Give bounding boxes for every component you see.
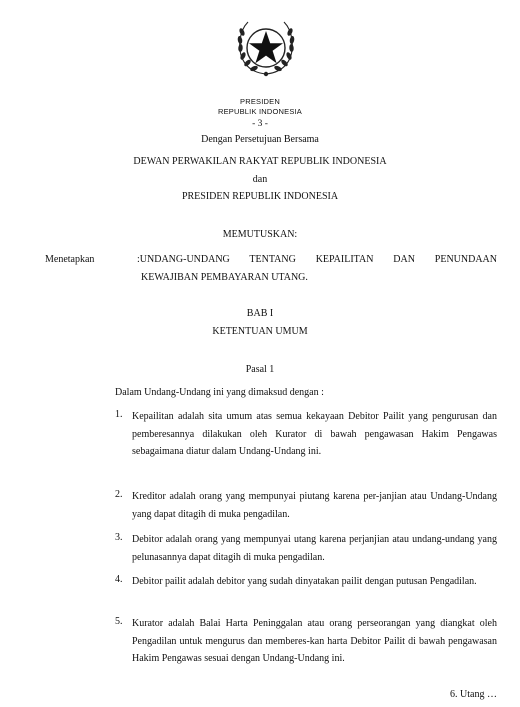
president-line: PRESIDEN REPUBLIK INDONESIA [181,191,339,202]
header-republic: REPUBLIK INDONESIA [217,107,303,116]
list-item-text: Kepailitan adalah sita umum atas semua kekayaan Debitor Pailit yang pengurusan dan pemberesannya dilakukan oleh Kurator di bawah pengawasan Hakim Pengawas sebagaimana diatur dalam Undang-Undang ini. [132,411,497,458]
list-item-number: 4. [115,574,123,585]
continuation-marker: 6. Utang … [450,689,497,700]
list-item-text: Debitor pailit adalah debitor yang sudah dinyatakan pailit dengan putusan Pengadilan. [132,576,477,587]
chapter-title: BAB I [246,308,274,319]
decision-text-line1: :UNDANG-UNDANG TENTANG KEPAILITAN DAN PENUNDAAN [137,254,497,265]
article-title: Pasal 1 [245,364,275,375]
list-item-number: 3. [115,532,123,543]
decision-heading: MEMUTUSKAN: [222,229,298,240]
conjunction: dan [252,174,268,185]
header-president: PRESIDEN [240,97,280,106]
page-number: - 3 - [252,119,268,129]
list-item-number: 1. [115,409,123,420]
approval-line: Dengan Persetujuan Bersama [201,134,319,145]
article-intro: Dalam Undang-Undang ini yang dimaksud dengan : [115,387,324,398]
decision-text-line2: KEWAJIBAN PEMBAYARAN UTANG. [141,272,308,283]
list-item-text: Kurator adalah Balai Harta Peninggalan atau orang perseorangan yang diangkat oleh Pengadilan untuk mengurus dan memberes-kan harta Debitor Pailit di bawah pengawasan Hakim Pengawas sesuai dengan Undang-Undang ini. [132,618,497,665]
list-item-text: Kreditor adalah orang yang mempunyai piutang karena per-janjian atau Undang-Undang yang dapat ditagih di muka pengadilan. [132,491,497,520]
garuda-emblem-icon [232,18,300,78]
dpr-line: DEWAN PERWAKILAN RAKYAT REPUBLIK INDONESIA [133,156,387,167]
list-item-text: Debitor adalah orang yang mempunyai utang karena perjanjian atau undang-undang yang pelunasannya dapat ditagih di muka pengadilan. [132,534,497,563]
list-item-number: 5. [115,616,123,627]
decision-label: Menetapkan [45,254,95,265]
list-item-number: 2. [115,489,123,500]
chapter-subtitle: KETENTUAN UMUM [212,326,308,337]
